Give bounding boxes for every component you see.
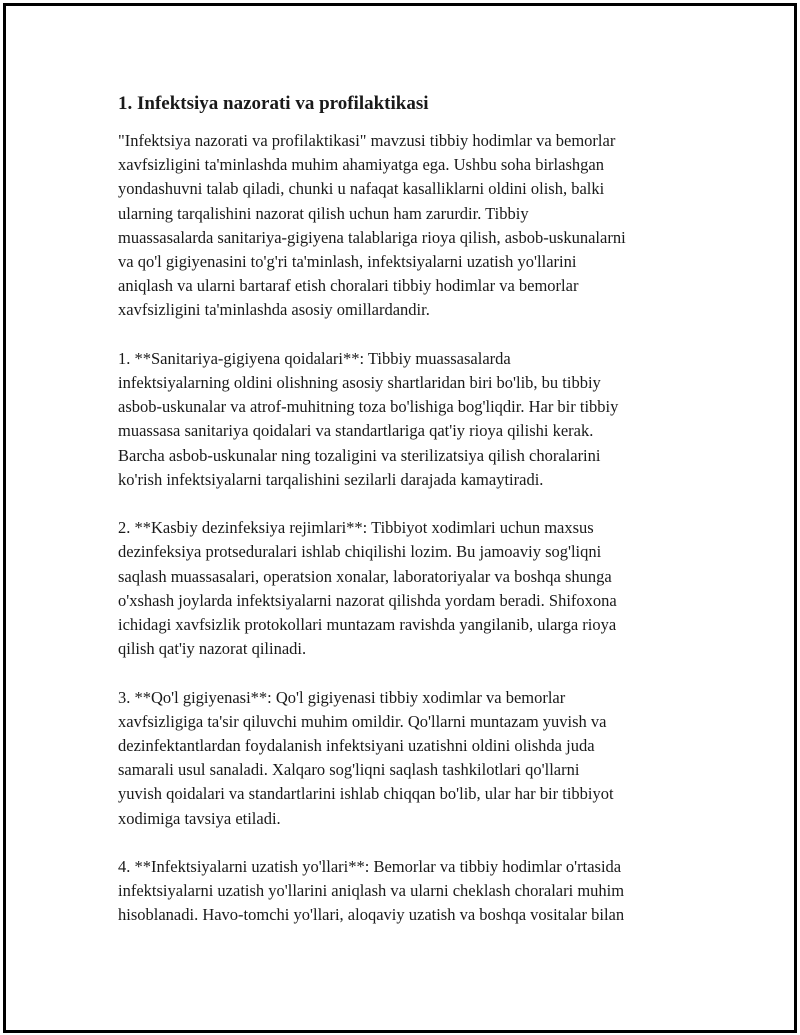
- text-line: xavfsizligini ta'minlashda asosiy omillardandir.: [118, 300, 430, 320]
- text-line: Barcha asbob-uskunalar ning tozaligini va sterilizatsiya qilish choralarini: [118, 445, 601, 465]
- intro-paragraph: [118, 129, 688, 323]
- text-line: 4. **Infektsiyalarni uzatish yo'llari**: Bemorlar va tibbiy hodimlar o'rtasida: [118, 857, 622, 877]
- paragraph-transmission-routes: [118, 855, 688, 928]
- text-line: ko'rish infektsiyalarni tarqalishini sezilarli darajada kamaytiradi.: [118, 469, 544, 489]
- document-body: [118, 92, 688, 952]
- text-line: va qo'l gigiyenasini to'g'ri ta'minlash, infektsiyalarni uzatish yo'llarini: [118, 252, 577, 272]
- text-line: qilish qat'iy nazorat qilinadi.: [118, 639, 307, 659]
- text-line: o'xshash joylarda infektsiyalarni nazorat qilishda yordam beradi. Shifoxona: [118, 590, 617, 610]
- text-line: muassasa sanitariya qoidalari va standartlariga qat'iy rioya qilishi kerak.: [118, 421, 594, 441]
- section-title: 1. Infektsiya nazorati va profilaktikasi: [118, 93, 429, 114]
- text-line: ichidagi xavfsizlik protokollari muntazam ravishda yangilanib, ularga rioya: [118, 615, 617, 635]
- text-line: 3. **Qo'l gigiyenasi**: Qo'l gigiyenasi tibbiy xodimlar va bemorlar: [118, 687, 566, 707]
- text-line: dezinfektantlardan foydalanish infektsiyani uzatishni oldini olishda juda: [118, 736, 595, 756]
- text-line: samarali usul sanaladi. Xalqaro sog'liqni saqlash tashkilotlari qo'llarni: [118, 760, 580, 780]
- text-line: asbob-uskunalar va atrof-muhitning toza bo'lishiga bog'liqdir. Har bir tibbiy: [118, 397, 619, 417]
- text-line: saqlash muassasalari, operatsion xonalar, laboratoriyalar va boshqa shunga: [118, 566, 612, 586]
- text-line: 2. **Kasbiy dezinfeksiya rejimlari**: Tibbiyot xodimlari uchun maxsus: [118, 518, 594, 538]
- text-line: muassasalarda sanitariya-gigiyena talablariga rioya qilish, asbob-uskunalarni: [118, 227, 626, 247]
- text-line: 1. **Sanitariya-gigiyena qoidalari**: Tibbiy muassasalarda: [118, 348, 511, 368]
- text-line: "Infektsiya nazorati va profilaktikasi" mavzusi tibbiy hodimlar va bemorlar: [118, 131, 616, 150]
- text-line: yondashuvni talab qiladi, chunki u nafaqat kasalliklarni oldini olish, balki: [118, 179, 605, 199]
- text-line: ularning tarqalishini nazorat qilish uchun ham zarurdir. Tibbiy: [118, 203, 529, 223]
- text-line: dezinfeksiya protseduralari ishlab chiqilishi lozim. Bu jamoaviy sog'liqni: [118, 542, 602, 562]
- text-line: yuvish qoidalari va standartlarini ishlab chiqqan bo'lib, ular har bir tibbiyot: [118, 784, 614, 804]
- text-line: xavfsizligini ta'minlashda muhim ahamiyatga ega. Ushbu soha birlashgan: [118, 155, 604, 175]
- paragraph-sanitation: [118, 347, 688, 492]
- text-line: hisoblanadi. Havo-tomchi yo'llari, aloqaviy uzatish va boshqa vositalar bilan: [118, 905, 625, 925]
- paragraph-disinfection: [118, 516, 688, 661]
- paragraph-hand-hygiene: [118, 686, 688, 831]
- text-line: xavfsizligiga ta'sir qiluvchi muhim omildir. Qo'llarni muntazam yuvish va: [118, 711, 607, 731]
- text-line: infektsiyalarni uzatish yo'llarini aniqlash va ularni cheklash choralari muhim: [118, 881, 625, 901]
- text-line: xodimiga tavsiya etiladi.: [118, 808, 281, 828]
- text-line: aniqlash va ularni bartaraf etish choralari tibbiy hodimlar va bemorlar: [118, 276, 579, 296]
- text-line: infektsiyalarning oldini olishning asosiy shartlaridan biri bo'lib, bu tibbiy: [118, 373, 601, 393]
